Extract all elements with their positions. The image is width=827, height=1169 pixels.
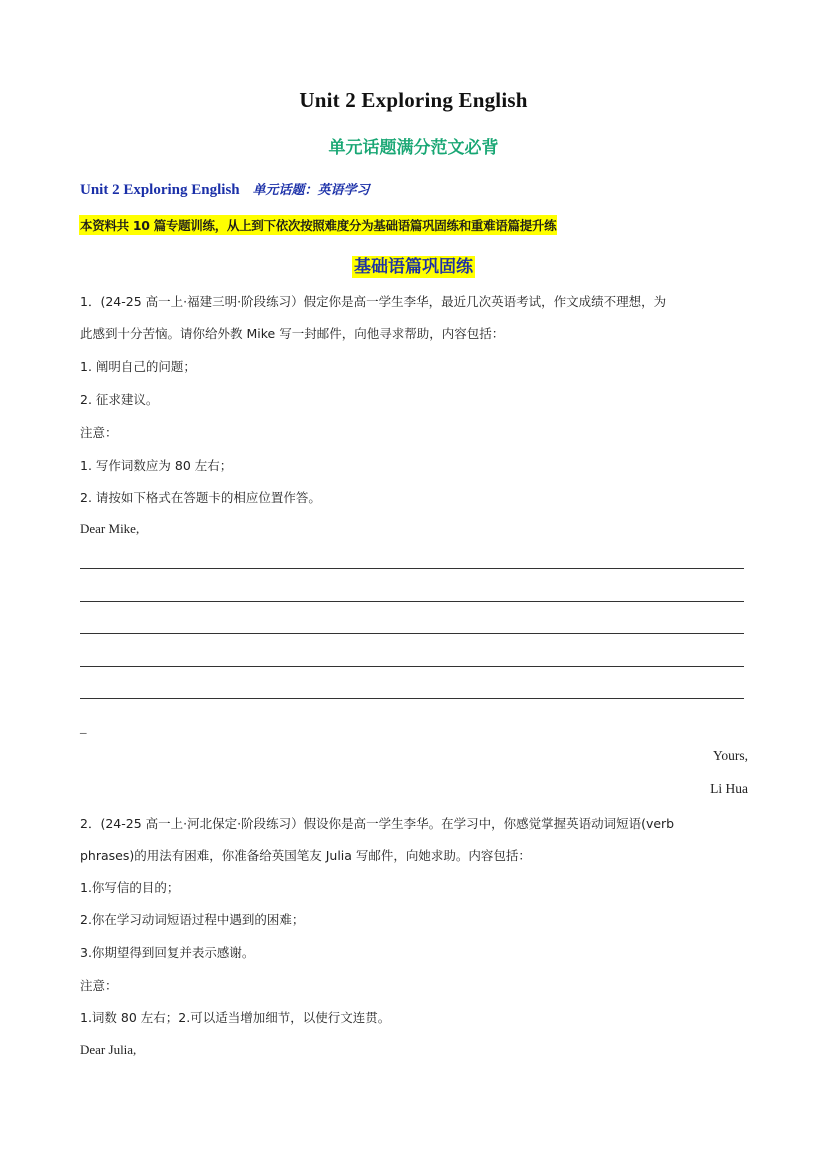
answer-line [80,633,744,634]
q2-greeting: Dear Julia, [80,1042,137,1057]
highlighted-notice: 本资料共 10 篇专题训练，从上到下依次按照难度分为基础语篇巩固练和重难语篇提升练 [79,215,557,235]
section-heading-text: 基础语篇巩固练 [354,257,473,277]
q1-signature: Li Hua [710,781,748,796]
q1-greeting: Dear Mike, [80,521,140,536]
answer-line [80,698,744,699]
document-subtitle: 单元话题满分范文必背 [328,138,499,158]
section-heading [0,252,827,277]
q2-point-3: 3.你期望得到回复并表示感谢。 [80,945,255,960]
q1-closing: Yours, [712,748,748,763]
q1-note-2: 2. 请按如下格式在答题卡的相应位置作答。 [80,490,321,505]
answer-line [80,601,744,602]
answer-line [80,568,744,569]
q1-prompt-line-2: 此感到十分苦恼。请你给外教 Mike 写一封邮件，向他寻求帮助，内容包括： [80,326,505,341]
q2-note-label: 注意： [80,978,118,993]
q1-point-2: 2. 征求建议。 [80,392,159,407]
blank-dash: _ [80,720,87,735]
q1-prompt-line-1: 1．(24-25 高一上·福建三明·阶段练习）假定你是高一学生李华，最近几次英语考试，作文成绩不理想，为 [80,294,667,309]
q2-prompt-line-1: 2．(24-25 高一上·河北保定·阶段练习）假设你是高一学生李华。在学习中，你感觉掌握英语动词短语(verb [80,816,675,831]
q1-note-1: 1. 写作词数应为 80 左右； [80,458,233,473]
unit-label: Unit 2 Exploring English [80,182,240,198]
q1-note-label: 注意： [80,425,118,440]
q1-point-1: 1. 阐明自己的问题； [80,359,196,374]
topic-label: 单元话题：英语学习 [252,183,370,198]
unit-topic-line [80,179,370,199]
answer-line [80,666,744,667]
q2-point-1: 1.你写信的目的； [80,880,180,895]
q2-point-2: 2.你在学习动词短语过程中遇到的困难； [80,912,305,927]
q2-note-1: 1.词数 80 左右；2.可以适当增加细节，以使行文连贯。 [80,1010,391,1025]
document-title: Unit 2 Exploring English [299,88,528,112]
q2-prompt-line-2: phrases)的用法有困难，你准备给英国笔友 Julia 写邮件，向她求助。内容包括： [80,848,531,863]
